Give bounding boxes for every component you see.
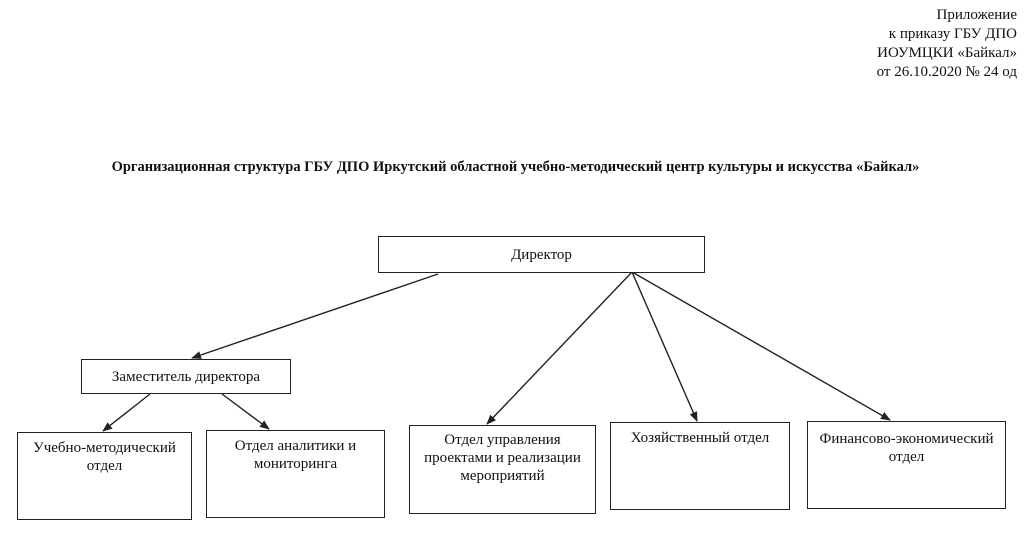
node-methodical: Учебно-методический отдел (17, 432, 192, 520)
node-director: Директор (378, 236, 705, 273)
appendix-line-3: ИОУМЦКИ «Байкал» (877, 45, 1017, 61)
edge-director-household (632, 272, 697, 421)
appendix-line-2: к приказу ГБУ ДПО (888, 26, 1017, 42)
edge-director-deputy (192, 274, 438, 358)
edge-deputy-methodical (103, 394, 150, 431)
appendix-line-1: Приложение (936, 7, 1017, 23)
edge-director-projects (487, 272, 632, 424)
node-deputy: Заместитель директора (81, 359, 291, 394)
edge-deputy-analytics (222, 394, 269, 429)
edge-director-finance (632, 272, 890, 420)
node-household: Хозяйственный отдел (610, 422, 790, 510)
node-finance: Финансово-экономический отдел (807, 421, 1006, 509)
appendix-line-4: от 26.10.2020 № 24 од (876, 64, 1017, 80)
document-title: Организационная структура ГБУ ДПО Иркутский областной учебно-методический центр культуры и искусства «Байкал» (111, 159, 920, 175)
node-projects: Отдел управления проектами и реализации мероприятий (409, 425, 596, 514)
node-analytics: Отдел аналитики и мониторинга (206, 430, 385, 518)
